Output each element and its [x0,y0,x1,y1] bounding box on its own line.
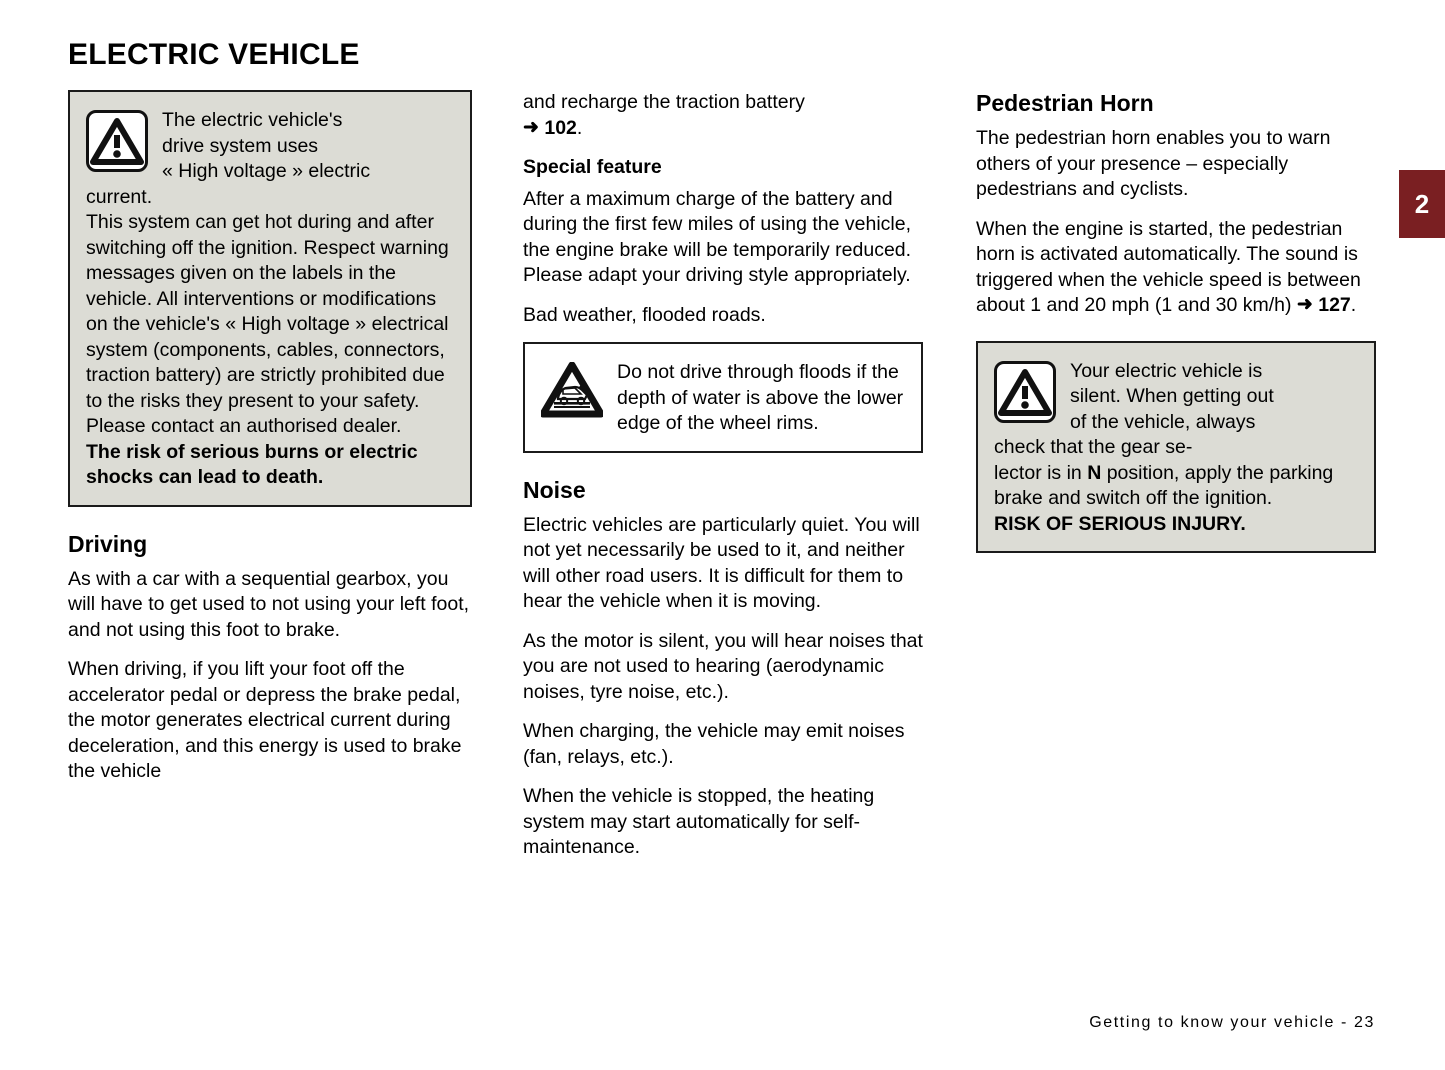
special-feature-paragraph-2: Bad weather, flooded roads. [523,303,766,326]
noise-paragraph-3: When charging, the vehicle may emit noises (fan, relays, etc.). [523,720,905,768]
silent-vehicle-warning-box [976,341,1376,554]
noise-paragraph-4: When the vehicle is stopped, the heating system may start automatically for self-maintenance. [523,785,875,859]
warning-bold-text: The risk of serious burns or electric shocks can lead to death. [86,440,418,488]
warning-line-2: drive system uses [162,134,319,157]
silent-warning-body [994,461,1358,512]
warning-line-1: The electric vehicle's [162,109,343,131]
page-title: ELECTRIC VEHICLE [68,38,360,71]
pedestrian-horn-heading: Pedestrian Horn [976,90,1154,116]
pedestrian-horn-paragraph-2-text: When the engine is started, the pedestrian horn is activated automatically. The sound is triggered when the vehicle speed is between about 1 and 20 mph (1 and 30 km/h) [976,217,1361,317]
page-footer: Getting to know your vehicle - 23 [1089,1014,1375,1031]
special-feature-heading: Special feature [523,156,662,178]
flood-warning-text: Do not drive through floods if the depth of water is above the lower edge of the wheel rims. [617,361,904,434]
continued-text [523,90,923,116]
flood-warning-box [523,342,923,453]
silent-warning-line-4: check that the gear se- [994,436,1193,459]
continued-text-line: and recharge the traction battery [523,91,805,113]
crossref-period: . [576,116,583,139]
driving-paragraph-1: As with a car with a sequential gearbox, you will have to get used to not using your left foot, and not using this foot to brake. [68,567,470,641]
high-voltage-warning-box [68,90,472,507]
driving-paragraph-2: When driving, if you lift your foot off the accelerator pedal or depress the brake pedal, the motor generates electrical current during deceleration, and this energy is used to brake the vehicle [68,658,462,783]
pedestrian-horn-paragraph-1: The pedestrian horn enables you to warn others of your presence – especially pedestrians and cyclists. [976,127,1331,201]
silent-warning-line-3: of the vehicle, always [1070,410,1256,433]
left-column [68,90,472,799]
crossref-period: . [1350,294,1357,317]
warning-line-3: « High voltage » electric [162,160,371,182]
attention-triangle-icon [86,110,148,172]
driving-heading: Driving [68,530,148,557]
right-column [976,90,1376,553]
silent-warning-body-a: lector is in [994,461,1088,484]
noise-paragraph-2: As the motor is silent, you will hear noises that you are not used to hearing (aerodynamic noises, tyre noise, etc.). [523,629,923,703]
middle-column [523,90,923,875]
silent-warning-bold-text: RISK OF SERIOUS INJURY. [994,512,1246,535]
noise-heading: Noise [523,476,586,503]
silent-warning-line-2: silent. When getting out [1070,385,1274,408]
silent-warning-line-1: Your electric vehicle is [1070,359,1263,382]
warning-body-text: This system can get hot during and after switching off the ignition. Respect warning messages given on the labels in the vehicle. All interventions or modifications on the vehicle's « High voltage » electrical system (components, cables, connectors, traction battery) are strictly prohibited due to the risks they present to your safety. Please contact an authorised dealer. [86,211,449,437]
noise-paragraph-1: Electric vehicles are particularly quiet. You will not yet necessarily be used to it, and neither will other road users. It is difficult for them to hear the vehicle when it is moving. [523,513,920,613]
attention-triangle-icon [994,361,1056,423]
warning-line-4: current. [86,185,153,208]
continued-crossref [523,116,923,142]
flood-car-warning-icon [541,362,603,418]
crossref-page-number[interactable]: 127 [1318,294,1351,317]
section-tab-number: 2 [1399,170,1445,238]
gear-selector-position: N [1087,461,1102,484]
arrow-right-icon: ➜ [523,116,539,138]
arrow-right-icon: ➜ [1296,294,1313,316]
crossref-page-number[interactable]: 102 [544,116,577,139]
silent-warning-body-b: position, apply the parking brake and switch off the ignition. [994,461,1334,510]
special-feature-paragraph-1: After a maximum charge of the battery and during the first few miles of using the vehicle, the engine brake will be temporarily reduced. Please adapt your driving style appropriately. [523,187,912,286]
pedestrian-horn-paragraph-2 [976,217,1376,319]
